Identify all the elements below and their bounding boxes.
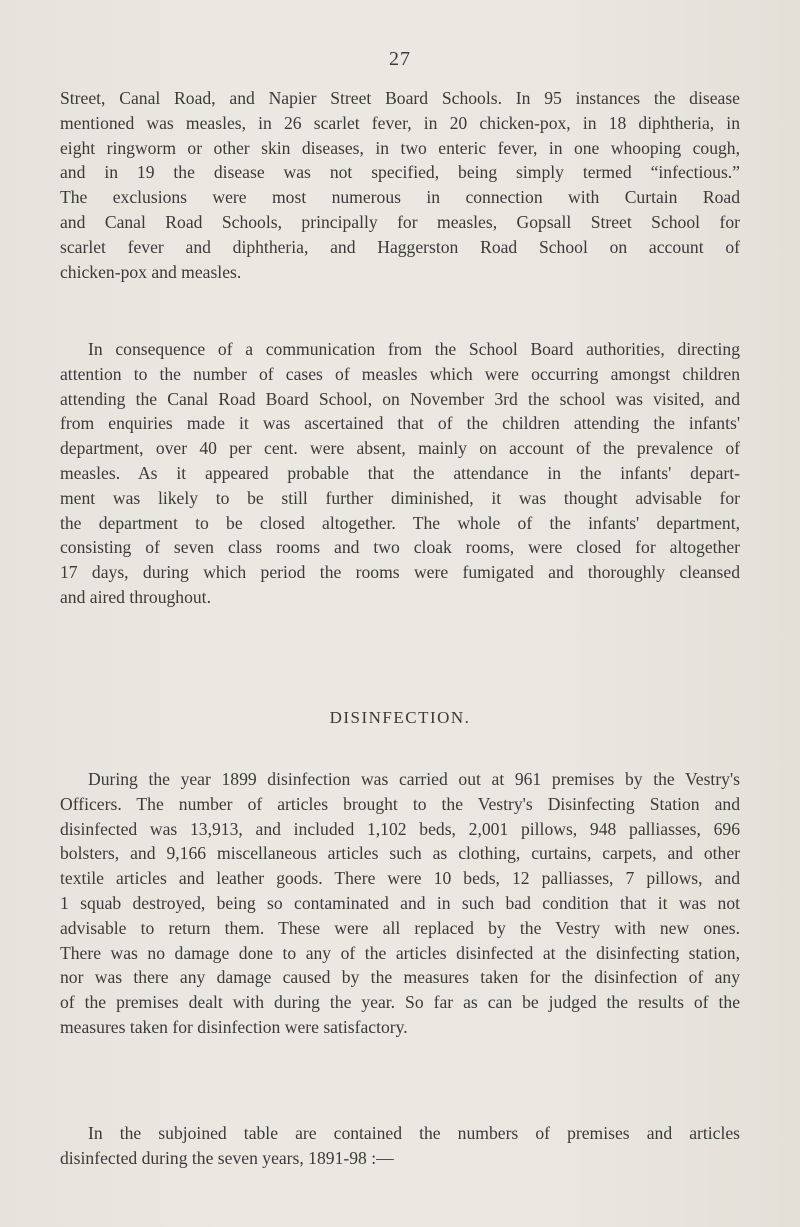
- text-line: nor was there any damage caused by the measures taken for the disinfection of any: [60, 967, 740, 988]
- paragraph-school-exclusions: [60, 86, 740, 284]
- text-line: attending the Canal Road Board School, on November 3rd the school was visited, and: [60, 388, 740, 409]
- text-line: from enquiries made it was ascertained that of the children attending the infants': [60, 413, 740, 434]
- text-line: and in 19 the disease was not specified, being simply termed “infectious.”: [60, 162, 740, 183]
- paragraph-table-intro: [60, 1121, 740, 1171]
- text-line: ment was likely to be still further diminished, it was thought advisable for: [60, 487, 740, 508]
- text-line: 17 days, during which period the rooms were fumigated and thoroughly cleansed: [60, 562, 740, 583]
- text-line: In the subjoined table are contained the numbers of premises and articles: [88, 1123, 740, 1143]
- text-line: 1 squab destroyed, being so contaminated and in such bad condition that it was not: [60, 892, 740, 913]
- paragraph-canal-road-closure: [60, 337, 740, 610]
- text-line: eight ringworm or other skin diseases, in two enteric fever, in one whooping cough,: [60, 137, 740, 158]
- text-line: and aired throughout.: [60, 586, 211, 607]
- text-line: advisable to return them. These were all replaced by the Vestry with new ones.: [60, 917, 740, 938]
- page-number: 27: [389, 48, 411, 70]
- text-line: textile articles and leather goods. There were 10 beds, 12 palliasses, 7 pillows, and: [60, 868, 740, 889]
- text-line: consisting of seven class rooms and two cloak rooms, were closed for altogether: [60, 537, 740, 558]
- text-line: mentioned was measles, in 26 scarlet fever, in 20 chicken-pox, in 18 diphtheria, in: [60, 112, 740, 133]
- text-line: and Canal Road Schools, principally for measles, Gopsall Street School for: [60, 211, 740, 232]
- text-line: In consequence of a communication from the School Board authorities, directing: [88, 339, 740, 359]
- text-line: There was no damage done to any of the articles disinfected at the disinfecting station,: [60, 942, 740, 963]
- text-line: The exclusions were most numerous in connection with Curtain Road: [60, 187, 740, 208]
- text-line: department, over 40 per cent. were absent, mainly on account of the prevalence of: [60, 438, 740, 459]
- text-line: scarlet fever and diphtheria, and Haggerston Road School on account of: [60, 236, 740, 257]
- text-line: attention to the number of cases of measles which were occurring amongst children: [60, 363, 740, 384]
- text-line: disinfected was 13,913, and included 1,102 beds, 2,001 pillows, 948 palliasses, 696: [60, 818, 740, 839]
- text-line: Officers. The number of articles brought to the Vestry's Disinfecting Station and: [60, 793, 740, 814]
- text-line: measures taken for disinfection were satisfactory.: [60, 1016, 408, 1037]
- text-line: the department to be closed altogether. The whole of the infants' department,: [60, 512, 740, 533]
- text-line: chicken-pox and measles.: [60, 261, 242, 282]
- text-line: Street, Canal Road, and Napier Street Board Schools. In 95 instances the disease: [60, 88, 740, 108]
- text-line: During the year 1899 disinfection was carried out at 961 premises by the Vestry's: [88, 769, 740, 789]
- text-line: disinfected during the seven years, 1891-98 :—: [60, 1147, 394, 1168]
- section-heading: DISINFECTION.: [329, 708, 471, 727]
- text-line: bolsters, and 9,166 miscellaneous articles such as clothing, curtains, carpets, and other: [60, 843, 740, 864]
- text-line: of the premises dealt with during the year. So far as can be judged the results of the: [60, 992, 740, 1013]
- paragraph-disinfection: [60, 767, 740, 1040]
- text-line: measles. As it appeared probable that the attendance in the infants' depart-: [60, 462, 740, 483]
